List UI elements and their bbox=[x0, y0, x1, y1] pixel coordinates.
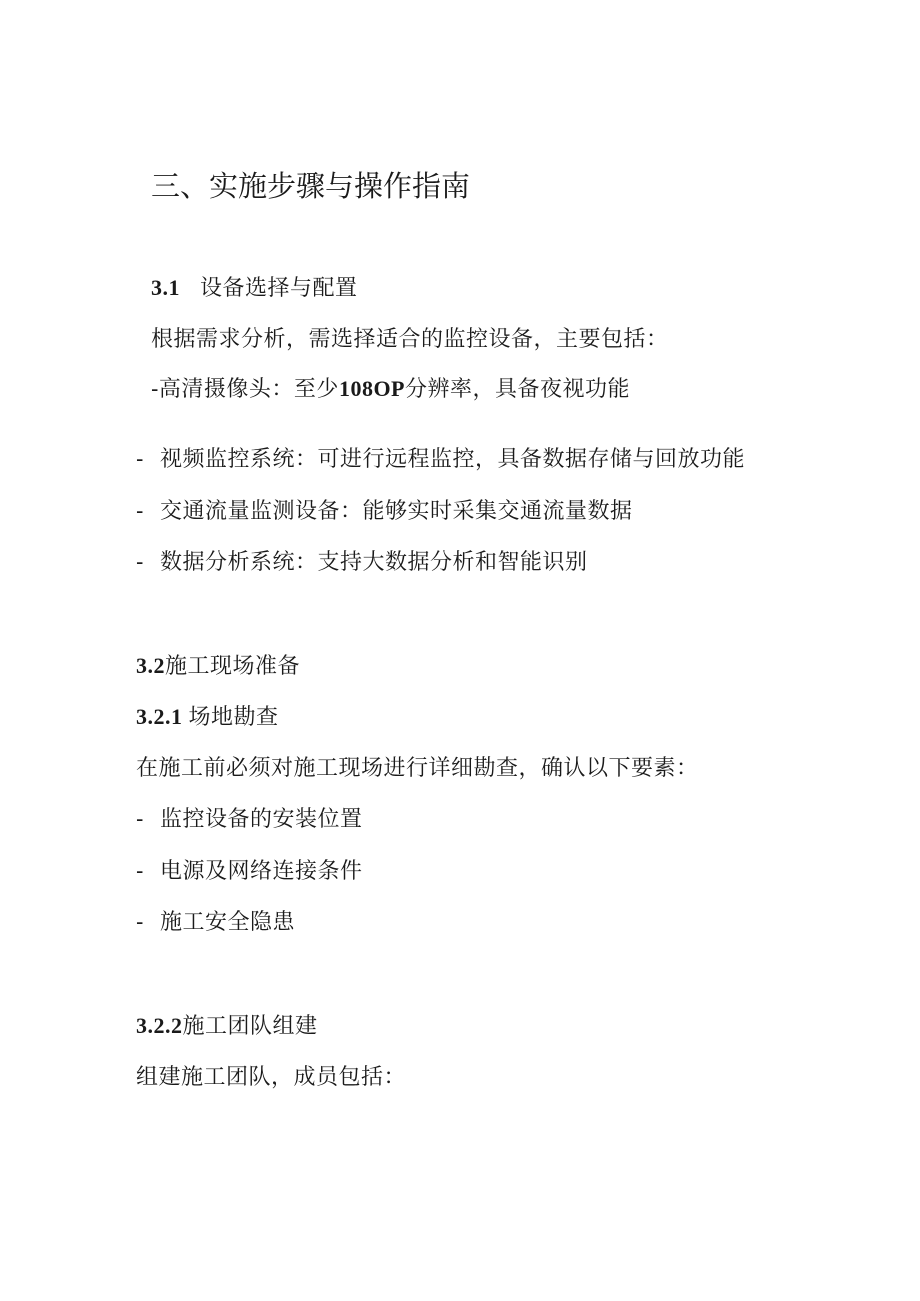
list-bullet: - bbox=[136, 807, 144, 832]
heading-3-2-number: 3.2 bbox=[136, 653, 165, 678]
heading-3-2-2-title: 施工团队组建 bbox=[182, 1014, 318, 1039]
heading-3-1 bbox=[151, 273, 358, 304]
heading-3-2 bbox=[136, 651, 300, 682]
heading-3-2-1 bbox=[136, 702, 279, 733]
list-bullet: - bbox=[136, 499, 144, 524]
list-item bbox=[136, 857, 362, 887]
list-item bbox=[136, 805, 362, 835]
list-item-text: 交通流量监测设备：能够实时采集交通流量数据 bbox=[159, 499, 633, 524]
list-bullet: - bbox=[136, 910, 144, 935]
paragraph-3-2-1-intro: 在施工前必须对施工现场进行详细勘查，确认以下要素： bbox=[136, 756, 699, 781]
list-item-text: 监控设备的安装位置 bbox=[159, 807, 363, 832]
heading-3-2-1-number: 3.2.1 bbox=[136, 704, 183, 729]
list-item-camera-suffix: 分辨率，具备夜视功能 bbox=[405, 377, 631, 402]
list-item-text: 视频监控系统：可进行远程监控，具备数据存储与回放功能 bbox=[159, 447, 745, 472]
list-item-camera-resolution: 108OP bbox=[338, 376, 405, 401]
heading-3-2-title: 施工现场准备 bbox=[165, 654, 301, 679]
list-bullet: - bbox=[136, 447, 144, 472]
paragraph-3-1-intro: 根据需求分析，需选择适合的监控设备，主要包括： bbox=[151, 327, 669, 352]
list-item bbox=[136, 908, 295, 938]
heading-3-1-title: 设备选择与配置 bbox=[200, 276, 358, 301]
list-item-camera-prefix: -高清摄像头：至少 bbox=[151, 377, 339, 402]
paragraph-3-2-2-intro: 组建施工团队，成员包括： bbox=[136, 1065, 407, 1090]
heading-3-2-2-number: 3.2.2 bbox=[136, 1013, 183, 1038]
list-item bbox=[136, 445, 745, 475]
section-title: 三、实施步骤与操作指南 bbox=[151, 169, 471, 203]
list-item-camera bbox=[151, 374, 630, 405]
heading-3-2-1-title: 场地勘查 bbox=[188, 705, 279, 730]
list-item-text: 电源及网络连接条件 bbox=[159, 859, 363, 884]
list-item-text: 施工安全隐患 bbox=[159, 910, 295, 935]
list-item-text: 数据分析系统：支持大数据分析和智能识别 bbox=[159, 550, 588, 575]
list-bullet: - bbox=[136, 859, 144, 884]
list-item bbox=[136, 497, 632, 527]
heading-3-2-2 bbox=[136, 1011, 318, 1042]
list-item bbox=[136, 548, 587, 578]
list-bullet: - bbox=[136, 550, 144, 575]
heading-3-1-number: 3.1 bbox=[151, 275, 180, 300]
